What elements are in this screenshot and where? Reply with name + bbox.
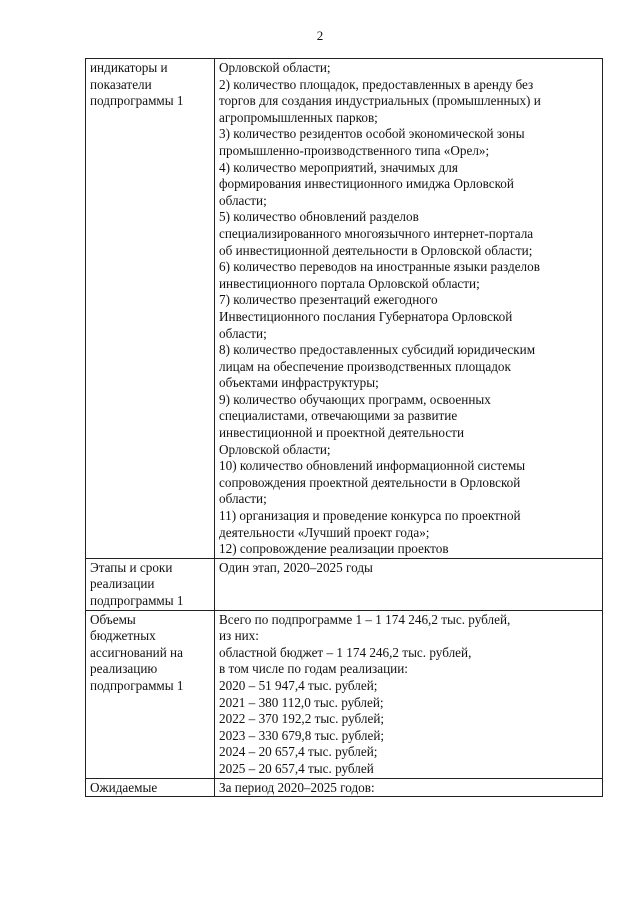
- content-line: области;: [219, 491, 267, 507]
- row-label-cell: [86, 59, 215, 559]
- row-content-cell: [215, 558, 603, 610]
- content-line: Инвестиционного послания Губернатора Орловской: [219, 308, 513, 324]
- content-line: 12) сопровождение реализации проектов: [219, 541, 449, 557]
- program-passport-table: [85, 58, 603, 797]
- content-line: 2023 – 330 679,8 тыс. рублей;: [219, 727, 385, 743]
- content-line: Орловской области;: [219, 60, 331, 75]
- content-line: Орловской области;: [219, 441, 331, 457]
- label-line: ассигнований на: [90, 644, 183, 660]
- content-line: сопровождения проектной деятельности в Орловской: [219, 474, 521, 490]
- content-line: 11) организация и проведение конкурса по проектной: [219, 508, 521, 524]
- label-line: показатели: [90, 76, 152, 92]
- row-content-cell: [215, 59, 603, 559]
- content-line: инвестиционного портала Орловской области;: [219, 275, 480, 291]
- content-line: объектами инфраструктуры;: [219, 375, 379, 391]
- content-line: 2021 – 380 112,0 тыс. рублей;: [219, 694, 384, 710]
- content-line: 8) количество предоставленных субсидий юридическим: [219, 342, 536, 358]
- content-line: Всего по подпрограмме 1 – 1 174 246,2 тыс. рублей,: [219, 611, 511, 627]
- label-line: Объемы: [90, 611, 136, 627]
- content-line: области;: [219, 325, 267, 341]
- content-line: 10) количество обновлений информационной системы: [219, 458, 526, 474]
- table-row: [86, 558, 603, 610]
- content-line: 2024 – 20 657,4 тыс. рублей;: [219, 744, 378, 760]
- content-line: За период 2020–2025 годов:: [219, 779, 375, 795]
- content-line: из них:: [219, 628, 259, 644]
- content-line: промышленно-производственного типа «Орел»;: [219, 142, 490, 158]
- label-line: реализацию: [90, 661, 158, 677]
- row-label-cell: [86, 778, 215, 797]
- table-row: [86, 59, 603, 559]
- content-line: 2020 – 51 947,4 тыс. рублей;: [219, 677, 378, 693]
- table-row: [86, 610, 603, 778]
- content-line: лицам на обеспечение производственных площадок: [219, 358, 511, 374]
- row-content-cell: [215, 610, 603, 778]
- content-line: 3) количество резидентов особой экономической зоны: [219, 126, 525, 142]
- content-line: об инвестиционной деятельности в Орловской области;: [219, 242, 533, 258]
- content-line: инвестиционной и проектной деятельности: [219, 425, 464, 441]
- content-line: агропромышленных парков;: [219, 109, 378, 125]
- table-row: [86, 778, 603, 797]
- label-line: Ожидаемые: [90, 779, 158, 795]
- label-line: реализации: [90, 576, 155, 592]
- content-line: 9) количество обучающих программ, освоенных: [219, 391, 491, 407]
- content-line: 2022 – 370 192,2 тыс. рублей;: [219, 711, 385, 727]
- label-line: подпрограммы 1: [90, 93, 184, 109]
- row-content-cell: [215, 778, 603, 797]
- page-number: 2: [316, 28, 324, 43]
- content-line: 7) количество презентаций ежегодного: [219, 292, 438, 308]
- content-line: деятельности «Лучший проект года»;: [219, 524, 430, 540]
- label-line: подпрограммы 1: [90, 677, 184, 693]
- content-line: в том числе по годам реализации:: [219, 661, 408, 677]
- content-line: области;: [219, 192, 267, 208]
- content-line: специализированного многоязычного интернет-портала: [219, 225, 534, 241]
- row-label-cell: [86, 558, 215, 610]
- content-line: 2025 – 20 657,4 тыс. рублей: [219, 760, 374, 776]
- label-line: индикаторы и: [90, 60, 168, 75]
- label-line: подпрограммы 1: [90, 593, 184, 608]
- content-line: Один этап, 2020–2025 годы: [219, 559, 373, 575]
- content-line: торгов для создания индустриальных (промышленных) и: [219, 93, 541, 109]
- content-line: специалистами, отвечающими за развитие: [219, 408, 458, 424]
- label-line: бюджетных: [90, 628, 156, 644]
- content-line: областной бюджет – 1 174 246,2 тыс. рублей,: [219, 644, 472, 660]
- content-line: 4) количество мероприятий, значимых для: [219, 159, 458, 175]
- row-label-cell: [86, 610, 215, 778]
- label-line: Этапы и сроки: [90, 559, 173, 575]
- content-line: 6) количество переводов на иностранные языки разделов: [219, 259, 540, 275]
- content-line: 2) количество площадок, предоставленных в аренду без: [219, 76, 534, 92]
- content-line: 5) количество обновлений разделов: [219, 209, 419, 225]
- content-line: формирования инвестиционного имиджа Орловской: [219, 176, 514, 192]
